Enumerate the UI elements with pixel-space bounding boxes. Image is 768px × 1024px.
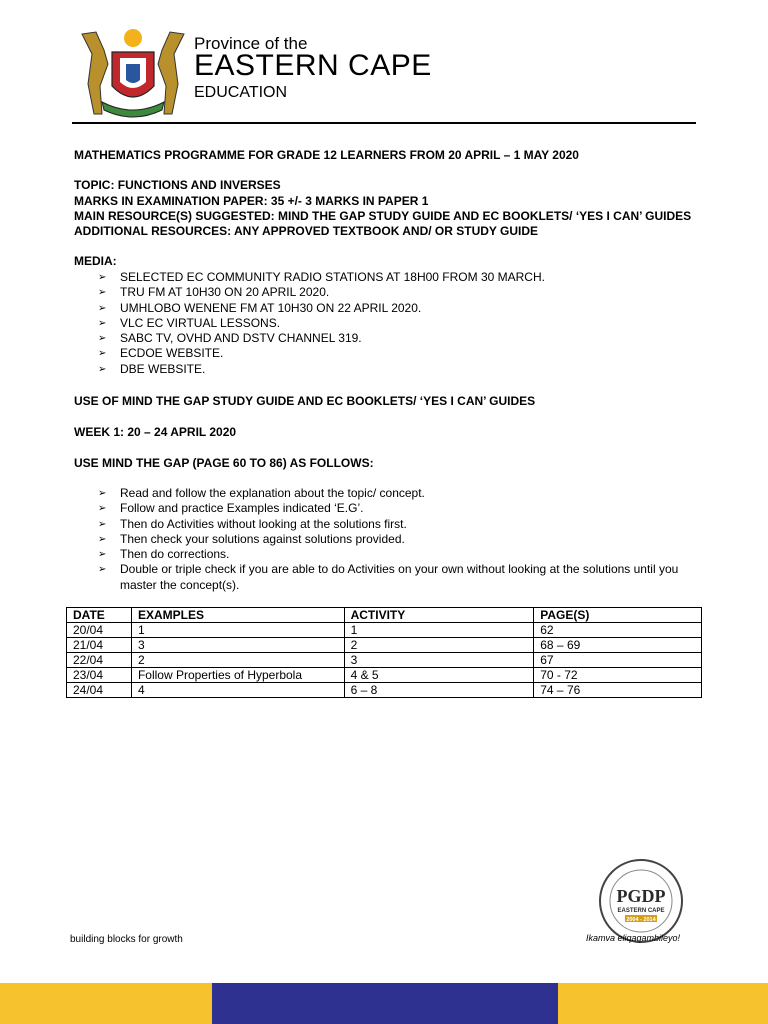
coat-of-arms-logo <box>74 24 192 122</box>
cell-activity: 3 <box>344 653 534 668</box>
cell-examples: 1 <box>131 623 344 638</box>
arrow-bullet-icon: ➢ <box>98 503 107 515</box>
document-title: MATHEMATICS PROGRAMME FOR GRADE 12 LEARNERS FROM 20 APRIL – 1 MAY 2020 <box>74 148 579 162</box>
arrow-bullet-icon: ➢ <box>98 317 107 329</box>
additional-resources-line: ADDITIONAL RESOURCES: ANY APPROVED TEXTBOOK AND/ OR STUDY GUIDE <box>74 224 539 238</box>
list-item: ➢ Then do Activities without looking at the solutions first. <box>98 516 407 531</box>
list-item-continuation: master the concept(s). <box>120 577 240 592</box>
cell-examples: 2 <box>131 653 344 668</box>
list-item: ➢ ECDOE WEBSITE. <box>98 346 224 361</box>
cell-pages: 74 – 76 <box>534 683 702 698</box>
column-header-activity: ACTIVITY <box>344 608 534 623</box>
brand-line-eastern-cape: EASTERN CAPE <box>194 49 432 82</box>
table-row <box>67 668 702 683</box>
cell-date: 20/04 <box>67 623 132 638</box>
cell-activity: 1 <box>344 623 534 638</box>
brand-line-education: EDUCATION <box>194 84 288 101</box>
table-row <box>67 623 702 638</box>
topic-line: TOPIC: FUNCTIONS AND INVERSES <box>74 178 281 192</box>
list-item: ➢ Follow and practice Examples indicated ‘E.G’. <box>98 501 364 516</box>
list-item: ➢ SELECTED EC COMMUNITY RADIO STATIONS AT 18H00 FROM 30 MARCH. <box>98 270 545 284</box>
cell-pages: 67 <box>534 653 702 668</box>
list-item: ➢ Double or triple check if you are able to do Activities on your own without looking at the solutions until you <box>98 562 679 577</box>
table-row <box>67 638 702 653</box>
cell-activity: 2 <box>344 638 534 653</box>
letterhead <box>70 22 700 124</box>
marks-line: MARKS IN EXAMINATION PAPER: 35 +/- 3 MARKS IN PAPER 1 <box>74 194 429 208</box>
cell-pages: 68 – 69 <box>534 638 702 653</box>
arrow-bullet-icon: ➢ <box>98 363 107 375</box>
steps-list <box>98 486 678 593</box>
cell-date: 24/04 <box>67 683 132 698</box>
arrow-bullet-icon: ➢ <box>98 518 107 530</box>
footer-bar-blue <box>212 983 558 1024</box>
main-resources-line: MAIN RESOURCE(S) SUGGESTED: MIND THE GAP STUDY GUIDE AND EC BOOKLETS/ ‘YES I CAN’ GUIDES <box>74 209 692 223</box>
cell-pages: 70 - 72 <box>534 668 702 683</box>
svg-text:2004 - 2014: 2004 - 2014 <box>626 917 656 923</box>
column-header-pages: PAGE(S) <box>534 608 702 623</box>
week-heading: WEEK 1: 20 – 24 APRIL 2020 <box>74 425 237 439</box>
table-row <box>67 653 702 668</box>
cell-examples: 3 <box>131 638 344 653</box>
arrow-bullet-icon: ➢ <box>98 287 107 299</box>
header-rule <box>72 122 696 124</box>
list-item: ➢ TRU FM AT 10H30 ON 20 APRIL 2020. <box>98 285 330 300</box>
cell-date: 23/04 <box>67 668 132 683</box>
list-item: ➢ Then do corrections. <box>98 547 230 562</box>
arrow-bullet-icon: ➢ <box>98 549 107 561</box>
table-header-row <box>67 608 702 623</box>
footer-motto: Ikamva eliqaqambileyo! <box>586 933 681 943</box>
list-item: ➢ DBE WEBSITE. <box>98 361 206 376</box>
cell-activity: 4 & 5 <box>344 668 534 683</box>
table-row <box>67 683 702 698</box>
list-item: ➢ UMHLOBO WENENE FM AT 10H30 ON 22 APRIL 2020. <box>98 300 422 315</box>
list-item: ➢ VLC EC VIRTUAL LESSONS. <box>98 315 281 330</box>
arrow-bullet-icon: ➢ <box>98 488 107 499</box>
arrow-bullet-icon: ➢ <box>98 333 107 345</box>
column-header-date: DATE <box>67 608 132 623</box>
use-heading: USE OF MIND THE GAP STUDY GUIDE AND EC BOOKLETS/ ‘YES I CAN’ GUIDES <box>74 394 536 408</box>
cell-examples: Follow Properties of Hyperbola <box>131 668 344 683</box>
cell-date: 22/04 <box>67 653 132 668</box>
arrow-bullet-icon: ➢ <box>98 564 107 576</box>
footer-tagline: building blocks for growth <box>70 934 183 945</box>
pgdp-seal-logo <box>598 858 684 944</box>
cell-activity: 6 – 8 <box>344 683 534 698</box>
media-heading: MEDIA: <box>74 254 117 268</box>
cell-date: 21/04 <box>67 638 132 653</box>
svg-text:EASTERN CAPE: EASTERN CAPE <box>617 908 665 914</box>
column-header-examples: EXAMPLES <box>131 608 344 623</box>
cell-examples: 4 <box>131 683 344 698</box>
list-item: ➢ Then check your solutions against solutions provided. <box>98 531 405 546</box>
schedule-table <box>66 607 702 698</box>
arrow-bullet-icon: ➢ <box>98 272 107 283</box>
arrow-bullet-icon: ➢ <box>98 533 107 545</box>
arrow-bullet-icon: ➢ <box>98 302 107 314</box>
brand-line-province: Province of the <box>194 34 308 53</box>
list-item: ➢ Read and follow the explanation about the topic/ concept. <box>98 486 425 500</box>
list-item: ➢ SABC TV, OVHD AND DSTV CHANNEL 319. <box>98 331 362 346</box>
media-list <box>98 270 545 377</box>
svg-text:PGDP: PGDP <box>616 886 666 906</box>
use-mtg-heading: USE MIND THE GAP (PAGE 60 TO 86) AS FOLLOWS: <box>74 456 374 470</box>
arrow-bullet-icon: ➢ <box>98 348 107 360</box>
cell-pages: 62 <box>534 623 702 638</box>
